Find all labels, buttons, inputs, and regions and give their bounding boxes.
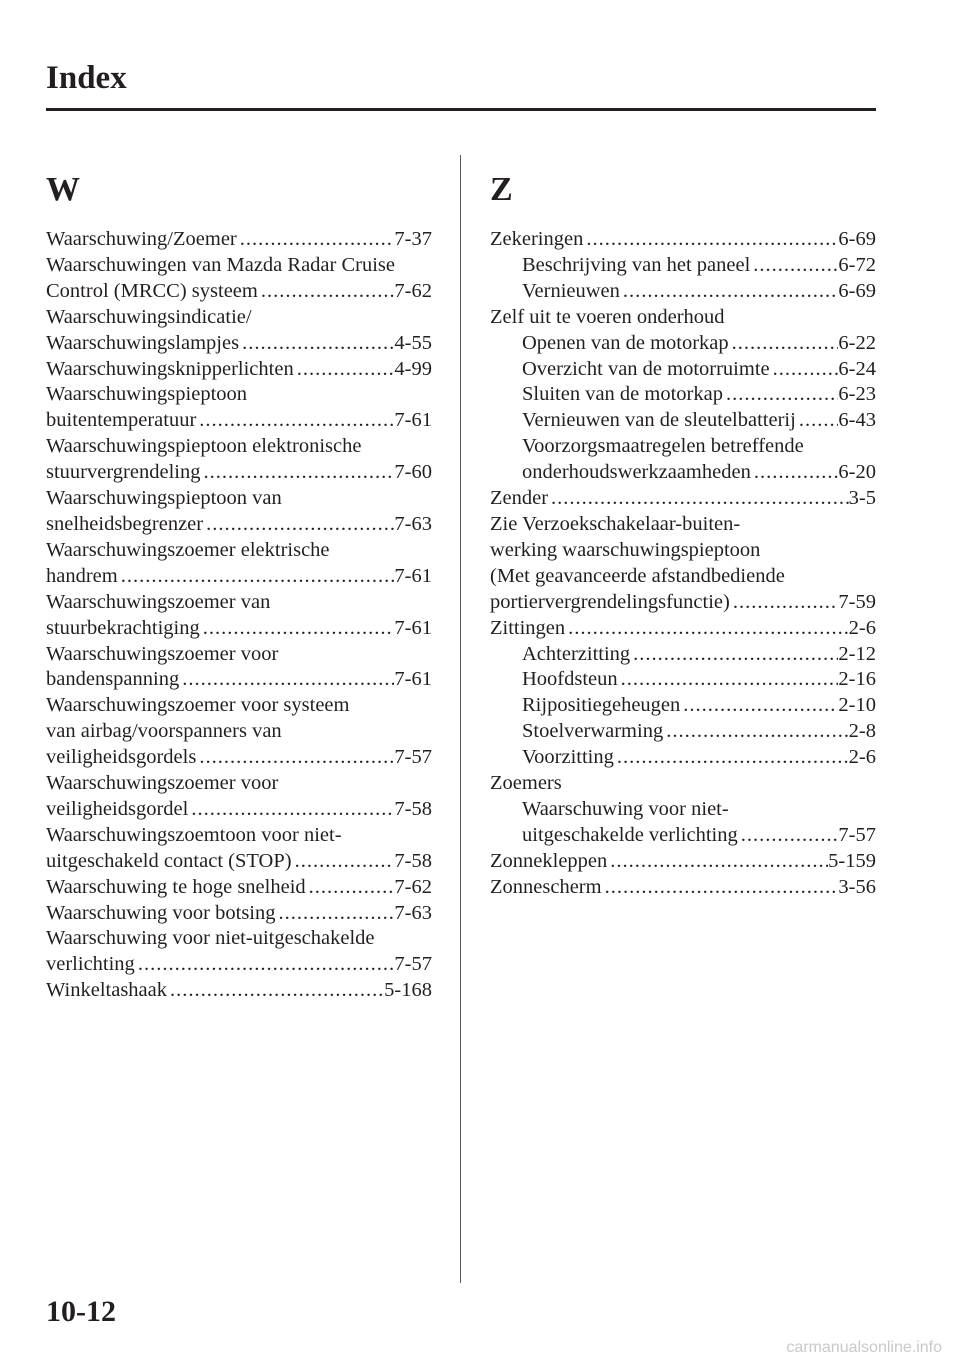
index-entry-page: 6-22 bbox=[838, 331, 876, 354]
index-entry bbox=[46, 875, 432, 901]
index-entry-term: veiligheidsgordel bbox=[46, 797, 189, 820]
index-entry-term: Waarschuwing voor niet- bbox=[522, 797, 729, 820]
index-entry-page: 2-10 bbox=[838, 694, 876, 717]
index-entry bbox=[46, 590, 432, 616]
section-letter: Z bbox=[490, 171, 513, 208]
index-entry-term: stuurvergrendeling bbox=[46, 461, 201, 484]
index-entry bbox=[490, 642, 876, 668]
dot-leader bbox=[607, 849, 828, 875]
index-entry bbox=[46, 978, 432, 1004]
dot-leader bbox=[614, 745, 849, 771]
index-entry bbox=[46, 719, 432, 745]
index-entry-term: Rijpositiegeheugen bbox=[522, 694, 681, 717]
index-entry bbox=[46, 771, 432, 797]
index-entry-page: 5-159 bbox=[828, 849, 876, 872]
index-entry-term: Beschrijving van het paneel bbox=[522, 253, 751, 276]
dot-leader bbox=[796, 408, 839, 434]
index-entry-page: 7-37 bbox=[394, 228, 432, 250]
dot-leader bbox=[750, 253, 838, 279]
index-entry-term: Waarschuwingszoemer van bbox=[46, 590, 271, 613]
dot-leader bbox=[258, 279, 395, 305]
dot-leader bbox=[729, 331, 839, 357]
dot-leader bbox=[738, 823, 839, 849]
index-entry bbox=[46, 926, 432, 952]
index-entry bbox=[46, 616, 432, 642]
dot-leader bbox=[239, 331, 394, 357]
index-entry-term: buitentemperatuur bbox=[46, 409, 197, 432]
index-entry-page: 7-61 bbox=[394, 564, 432, 587]
index-entry-page: 7-61 bbox=[394, 409, 432, 432]
index-entry bbox=[490, 227, 876, 253]
index-entry-term: Waarschuwing voor botsing bbox=[46, 901, 276, 924]
index-entry-page: 7-57 bbox=[394, 953, 432, 976]
index-entry bbox=[490, 357, 876, 383]
index-entry-term: Winkeltashaak bbox=[46, 979, 167, 1002]
index-entry-term: portiervergrendelingsfunctie) bbox=[490, 590, 730, 613]
index-entry-term: Zekeringen bbox=[490, 228, 584, 250]
index-entry-term: Waarschuwingsindicatie/ bbox=[46, 305, 252, 328]
index-entry-page: 6-72 bbox=[838, 253, 876, 276]
index-entry-term: Waarschuwingszoemer voor bbox=[46, 772, 279, 795]
index-entry-page: 2-8 bbox=[848, 720, 876, 743]
index-entry bbox=[490, 823, 876, 849]
index-entry bbox=[46, 538, 432, 564]
index-entry-term: Waarschuwingszoemer voor bbox=[46, 642, 279, 665]
dot-leader bbox=[583, 227, 838, 253]
index-entry-term: Waarschuwingen van Mazda Radar Cruise bbox=[46, 253, 396, 276]
index-entry bbox=[490, 512, 876, 538]
index-entry bbox=[46, 823, 432, 849]
index-entry-term: bandenspanning bbox=[46, 668, 180, 691]
index-entry-term: Openen van de motorkap bbox=[522, 331, 729, 354]
index-entry-term: Achterzitting bbox=[522, 642, 631, 665]
dot-leader bbox=[118, 564, 395, 590]
index-entry-page: 6-69 bbox=[838, 279, 876, 302]
index-entry-page: 7-57 bbox=[394, 746, 432, 769]
index-entry bbox=[490, 486, 876, 512]
index-entry-term: Control (MRCC) systeem bbox=[46, 279, 258, 302]
dot-leader bbox=[680, 693, 838, 719]
index-entry-term: Voorzitting bbox=[522, 746, 614, 769]
index-entry bbox=[46, 227, 432, 253]
dot-leader bbox=[179, 667, 394, 693]
dot-leader bbox=[200, 616, 395, 642]
index-entry-term: Overzicht van de motorruimte bbox=[522, 357, 770, 380]
index-entry-page: 2-16 bbox=[838, 668, 876, 691]
index-entry-term: Zelf uit te voeren onderhoud bbox=[490, 305, 725, 328]
index-entry-page: 7-62 bbox=[394, 279, 432, 302]
index-entry-term: Waarschuwing/Zoemer bbox=[46, 228, 237, 250]
dot-leader bbox=[618, 667, 839, 693]
dot-leader bbox=[294, 357, 395, 383]
dot-leader bbox=[663, 719, 848, 745]
index-entry-term: Waarschuwingslampjes bbox=[46, 331, 240, 354]
index-entry-term: Waarschuwingszoemtoon voor niet- bbox=[46, 823, 342, 846]
index-entry bbox=[46, 693, 432, 719]
index-entry-term: stuurbekrachtiging bbox=[46, 616, 200, 639]
index-entry-page: 7-59 bbox=[838, 590, 876, 613]
index-entry bbox=[46, 901, 432, 927]
dot-leader bbox=[196, 745, 394, 771]
dot-leader bbox=[237, 227, 395, 253]
index-entry-term: Zoemers bbox=[490, 772, 562, 795]
index-entry-page: 7-58 bbox=[394, 849, 432, 872]
index-entry-page: 5-168 bbox=[384, 979, 432, 1002]
index-entry-page: 2-12 bbox=[838, 642, 876, 665]
index-entry bbox=[46, 564, 432, 590]
index-entry-term: Waarschuwingspieptoon van bbox=[46, 487, 282, 510]
index-entry-page: 7-57 bbox=[838, 823, 876, 846]
page-title: Index bbox=[46, 60, 127, 96]
index-entry bbox=[46, 408, 432, 434]
index-entry-page: 4-99 bbox=[394, 357, 432, 380]
index-entry bbox=[490, 616, 876, 642]
index-entry-page: 7-61 bbox=[394, 668, 432, 691]
index-entry-term: (Met geavanceerde afstandbediende bbox=[490, 564, 785, 587]
index-entry bbox=[490, 667, 876, 693]
index-entry-page: 6-24 bbox=[838, 357, 876, 380]
dot-leader bbox=[565, 616, 849, 642]
column-divider bbox=[460, 155, 461, 1283]
dot-leader bbox=[723, 382, 838, 408]
index-column-z bbox=[490, 170, 876, 901]
index-entry bbox=[490, 382, 876, 408]
dot-leader bbox=[770, 357, 839, 383]
dot-leader bbox=[196, 408, 394, 434]
index-entry-term: Hoofdsteun bbox=[522, 668, 618, 691]
index-entry-term: uitgeschakelde verlichting bbox=[522, 823, 738, 846]
dot-leader bbox=[276, 901, 395, 927]
index-entry-term: van airbag/voorspanners van bbox=[46, 720, 282, 743]
index-entry-page: 6-23 bbox=[838, 383, 876, 406]
index-entry-term: handrem bbox=[46, 564, 118, 587]
index-entry-term: snelheidsbegrenzer bbox=[46, 512, 204, 535]
index-entry-page: 4-55 bbox=[394, 331, 432, 354]
index-entry-page: 7-61 bbox=[394, 616, 432, 639]
index-entry-term: Vernieuwen bbox=[522, 279, 620, 302]
index-entry bbox=[490, 849, 876, 875]
index-entry-page: 2-6 bbox=[848, 616, 876, 639]
index-entry bbox=[46, 279, 432, 305]
index-column-w bbox=[46, 170, 432, 1004]
index-entry bbox=[490, 693, 876, 719]
index-entry bbox=[46, 382, 432, 408]
index-entry bbox=[490, 434, 876, 460]
index-entry bbox=[490, 875, 876, 901]
index-entry bbox=[46, 642, 432, 668]
dot-leader bbox=[167, 978, 384, 1004]
index-entry bbox=[490, 331, 876, 357]
section-letter: W bbox=[46, 171, 80, 208]
index-entry-term: Waarschuwingspieptoon elektronische bbox=[46, 435, 362, 458]
dot-leader bbox=[548, 486, 849, 512]
index-entry bbox=[490, 719, 876, 745]
index-entry bbox=[46, 797, 432, 823]
index-entry bbox=[46, 331, 432, 357]
page-number: 10-12 bbox=[46, 1295, 116, 1328]
index-entry bbox=[490, 771, 876, 797]
index-entry-page: 7-62 bbox=[394, 875, 432, 898]
index-entry bbox=[490, 564, 876, 590]
dot-leader bbox=[203, 512, 394, 538]
index-entry-term: Zie Verzoekschakelaar-buiten- bbox=[490, 512, 741, 535]
index-entry-term: Waarschuwing voor niet-uitgeschakelde bbox=[46, 927, 375, 950]
dot-leader bbox=[292, 849, 395, 875]
index-entry-term: Zonnescherm bbox=[490, 875, 602, 898]
index-entry bbox=[46, 849, 432, 875]
index-entry bbox=[46, 357, 432, 383]
index-entry-term: Sluiten van de motorkap bbox=[522, 383, 723, 406]
index-entry-term: veiligheidsgordels bbox=[46, 746, 197, 769]
index-entry bbox=[490, 745, 876, 771]
dot-leader bbox=[200, 460, 394, 486]
index-entry bbox=[46, 512, 432, 538]
index-entry-page: 3-56 bbox=[838, 875, 876, 898]
index-entry-page: 7-58 bbox=[394, 797, 432, 820]
index-entry bbox=[490, 253, 876, 279]
index-entry-term: Voorzorgsmaatregelen betreffende bbox=[522, 435, 804, 458]
index-entry bbox=[46, 667, 432, 693]
index-entry-page: 7-60 bbox=[394, 461, 432, 484]
dot-leader bbox=[188, 797, 394, 823]
index-entry bbox=[490, 797, 876, 823]
index-entry bbox=[490, 279, 876, 305]
index-entry bbox=[46, 745, 432, 771]
dot-leader bbox=[730, 590, 839, 616]
dot-leader bbox=[135, 952, 395, 978]
watermark[interactable]: carmanualsonline.info bbox=[786, 1339, 942, 1356]
index-entry-list bbox=[490, 227, 876, 901]
index-entry bbox=[46, 253, 432, 279]
dot-leader bbox=[630, 642, 838, 668]
index-entry-page: 2-6 bbox=[848, 746, 876, 769]
index-entry-term: onderhoudswerkzaamheden bbox=[522, 461, 751, 484]
index-entry bbox=[46, 434, 432, 460]
index-entry bbox=[490, 305, 876, 331]
index-entry-page: 6-69 bbox=[838, 228, 876, 250]
index-entry bbox=[490, 408, 876, 434]
dot-leader bbox=[602, 875, 839, 901]
index-entry bbox=[490, 538, 876, 564]
index-entry-term: verlichting bbox=[46, 953, 135, 976]
index-entry bbox=[490, 590, 876, 616]
index-entry-term: Zonnekleppen bbox=[490, 849, 608, 872]
index-entry-term: Waarschuwingsknipperlichten bbox=[46, 357, 294, 380]
index-entry-term: Waarschuwing te hoge snelheid bbox=[46, 875, 306, 898]
index-entry bbox=[46, 460, 432, 486]
index-entry-page: 6-20 bbox=[838, 461, 876, 484]
index-entry bbox=[46, 486, 432, 512]
index-entry-term: werking waarschuwingspieptoon bbox=[490, 538, 761, 561]
index-entry-page: 3-5 bbox=[848, 487, 876, 510]
index-entry-term: uitgeschakeld contact (STOP) bbox=[46, 849, 292, 872]
dot-leader bbox=[306, 875, 395, 901]
index-entry-term: Zender bbox=[490, 487, 549, 510]
dot-leader bbox=[751, 460, 839, 486]
index-entry-page: 7-63 bbox=[394, 512, 432, 535]
dot-leader bbox=[620, 279, 839, 305]
title-rule bbox=[46, 108, 876, 111]
index-entry-term: Waarschuwingszoemer voor systeem bbox=[46, 694, 350, 717]
index-entry-term: Vernieuwen van de sleutelbatterij bbox=[522, 409, 796, 432]
index-entry bbox=[46, 952, 432, 978]
index-entry-term: Stoelverwarming bbox=[522, 720, 664, 743]
index-entry-page: 6-43 bbox=[838, 409, 876, 432]
index-entry bbox=[46, 305, 432, 331]
index-entry-page: 7-63 bbox=[394, 901, 432, 924]
index-entry-term: Waarschuwingspieptoon bbox=[46, 383, 248, 406]
index-entry-term: Zittingen bbox=[490, 616, 566, 639]
index-entry-list bbox=[46, 227, 432, 1004]
index-entry bbox=[490, 460, 876, 486]
index-entry-term: Waarschuwingszoemer elektrische bbox=[46, 538, 330, 561]
